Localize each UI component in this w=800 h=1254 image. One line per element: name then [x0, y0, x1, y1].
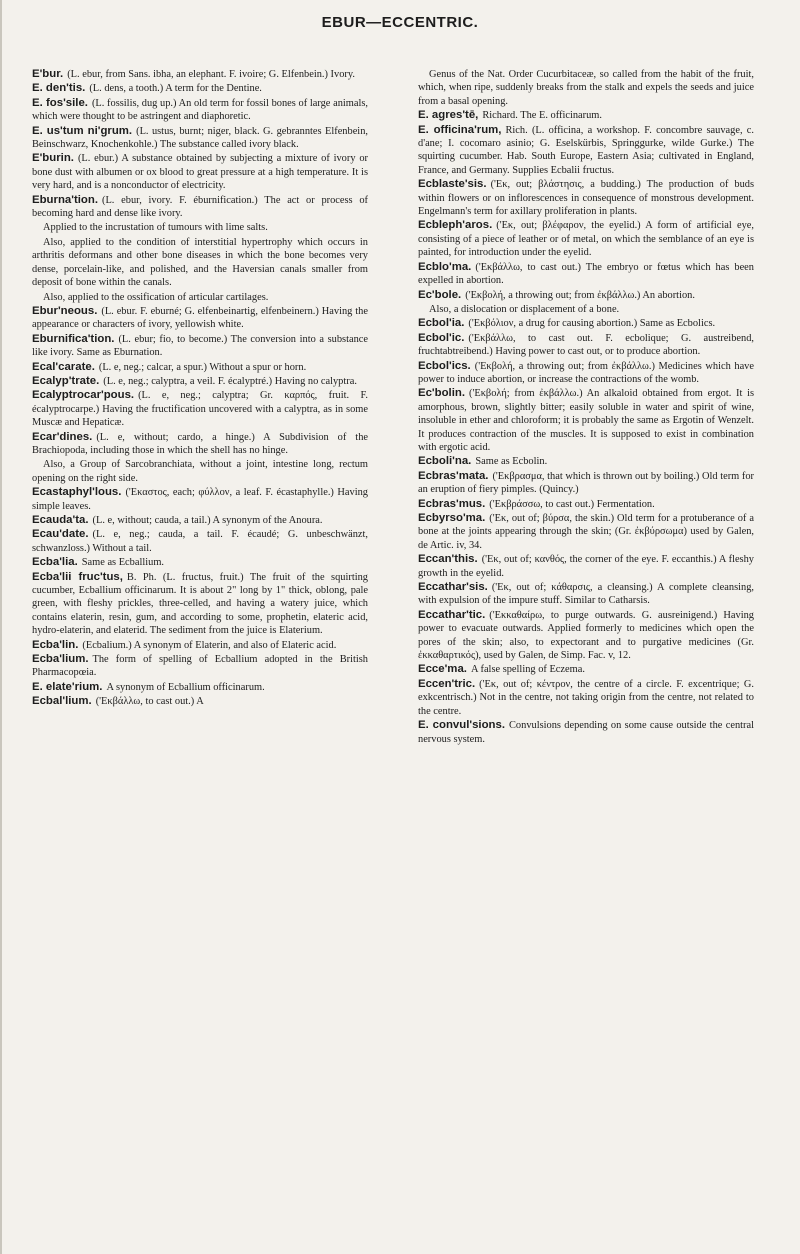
dictionary-entry [418, 178, 754, 218]
dictionary-entry [32, 486, 368, 513]
entry-definition: A false spelling of Eczema. [470, 664, 585, 676]
dictionary-entry [418, 678, 754, 718]
entry-definition: ('Εκβάλλω, to cast out.) The embryo or fœtus which has been expelled in abortion. [418, 261, 754, 287]
entry-paragraph [32, 458, 368, 485]
entry-headword: E. officina'rum, [418, 123, 502, 136]
entry-definition: ('Εκ, out of; κάθαρσις, a cleansing.) A complete cleansing, with expulsion of the impure stuff. Similar to Catharsis. [418, 582, 754, 607]
entry-headword: Ecbras'mata. [418, 469, 489, 482]
entry-definition: Richard. The E. officinarum. [482, 110, 602, 122]
entry-definition: (L. ebur, from Sans. ibha, an elephant. F. ivoire; G. Elfenbein.) Ivory. [67, 69, 355, 80]
dictionary-entry [32, 556, 368, 569]
entry-definition: ('Εκβράσσω, to cast out.) Fermentation. [489, 498, 655, 510]
entry-headword: Ecalyptrocar'pous. [32, 389, 135, 402]
entry-definition: Rich. (L. officina, a workshop. F. concombre sauvage, c. d'ane; I. cocomaro asinio; G. Eselskürbis, Springgurke, wilde Gurke.) The squirting cucumber. Hab. South Europe, Eastern Asia; cultivated in England, France, and Germany. Supplies Ecbalii fructus. [418, 124, 755, 176]
dictionary-entry [418, 219, 754, 259]
right-column [418, 68, 754, 747]
entry-definition: ('Εκβόλιον, a drug for causing abortion.) Same as Ecbolics. [468, 318, 716, 330]
entry-headword: Ecbal'lium. [32, 695, 92, 708]
dictionary-entry [32, 375, 368, 388]
entry-definition: (Ecbalium.) A synonym of Elaterin, and also of Elateric acid. [82, 639, 337, 651]
entry-headword: Ec'bole. [418, 288, 462, 301]
dictionary-entry [418, 581, 754, 608]
entry-headword: Ecba'lia. [32, 556, 78, 569]
entry-definition: (L. dens, a tooth.) A term for the Dentine. [89, 83, 262, 95]
entry-definition: ('Εκαστος, each; φύλλον, a leaf. F. écastaphylle.) Having simple leaves. [32, 487, 368, 512]
entry-definition: (L. e, neg.; cauda, a tail. F. écaudé; G. unbeschwänzt, schwanzloss.) Without a tail. [32, 529, 368, 554]
entry-headword: Ecbol'ics. [418, 359, 471, 372]
entry-definition: (L. e, neg.; calyptra; Gr. καρπός, fruit. F. écalyptrocarpe.) Having the fructification uncovered with a calyptra, as in some Muscæ and Hepaticæ. [32, 390, 368, 429]
entry-definition: The form of spelling of Ecballium adopted in the British Pharmacopœia. [32, 654, 368, 679]
dictionary-entry [418, 470, 754, 497]
entry-headword: Ecbol'ic. [418, 331, 465, 344]
entry-definition: (L. ebur, ivory. F. éburnification.) The act or process of becoming hard and dense like ivory. [32, 194, 368, 220]
entry-paragraph [418, 68, 754, 108]
entry-headword: E. den'tis. [32, 82, 86, 95]
page-edge-rule [0, 0, 2, 1254]
entry-definition: Also, a Group of Sarcobranchiata, without a joint, intestine long, rectum opening on the right side. [32, 459, 368, 484]
entry-definition: Same as Ecballium. [81, 557, 165, 569]
entry-definition: A synonym of Ecballium officinarum. [106, 681, 265, 693]
dictionary-entry [418, 609, 754, 663]
dictionary-entry [32, 639, 368, 652]
entry-definition: ('Εκβολή; from ἐκβάλλω.) An alkaloid obtained from ergot. It is amorphous, brown, slightly bitter; easily soluble in water and spirit of wine, insoluble in ether and chloroform; it is probably the same as Ergotin of Wenzelt. It produces contraction of the muscles. It is supposed to exist in combination with ergotic acid. [418, 388, 754, 453]
entry-definition: Genus of the Nat. Order Cucurbitaceæ, so called from the habit of the fruit, which, when ripe, suddenly breaks from the stalk and expels the seeds and juice from a basal opening. [418, 69, 754, 107]
entry-headword: Ecba'lium. [32, 653, 89, 666]
entry-definition: Also, a dislocation or displacement of a bone. [429, 303, 620, 315]
entry-headword: Ecba'lin. [32, 638, 79, 651]
entry-definition: ('Εκ, out of; κανθός, the corner of the eye. F. eccanthis.) A fleshy growth in the eyelid. [418, 554, 754, 579]
dictionary-entry [418, 317, 754, 330]
entry-headword: E. agres'tē, [418, 109, 479, 122]
entry-headword: Eccan'this. [418, 553, 478, 566]
entry-headword: Ecauda'ta. [32, 514, 89, 526]
entry-headword: E'burin. [32, 152, 74, 165]
dictionary-entry [32, 431, 368, 458]
entry-headword: Ecbol'ia. [418, 317, 465, 330]
entry-headword: Ecau'date. [32, 528, 89, 541]
entry-headword: Ecal'carate. [32, 360, 95, 373]
entry-paragraph [32, 291, 368, 304]
dictionary-entry [418, 360, 754, 387]
entry-headword: Ecar'dines. [32, 430, 93, 443]
dictionary-entry [418, 512, 754, 552]
entry-headword: E. us'tum ni'grum. [32, 124, 133, 137]
entry-headword: E. elate'rium. [32, 680, 103, 693]
entry-definition: ('Εκβολή, a throwing out; from ἐκβάλλω.) An abortion. [465, 289, 695, 301]
dictionary-entry [32, 695, 368, 708]
entry-definition: Same as Ecbolin. [475, 456, 548, 468]
dictionary-entry [32, 82, 368, 95]
dictionary-entry [418, 109, 754, 122]
entry-headword: Ecalyp'trate. [32, 374, 100, 387]
entry-definition: (L. ebur; fio, to become.) The conversion into a substance like ivory. Same as Eburnation. [32, 333, 368, 359]
dictionary-entry [418, 719, 754, 746]
dictionary-entry [32, 194, 368, 221]
entry-definition: ('Εκβάλλω, to cast out.) A [95, 696, 204, 708]
left-column [32, 68, 368, 710]
entry-definition: ('Εκ, out; βλάστησις, a budding.) The production of buds within flowers or on inflorescences in consequence of monstrous development. Engelmann's term for axillary proliferation in plants. [418, 179, 754, 218]
entry-headword: Ecbyrso'ma. [418, 512, 486, 524]
dictionary-entry [32, 361, 368, 374]
entry-headword: Eccen'tric. [418, 677, 476, 690]
dictionary-entry [32, 681, 368, 694]
entry-definition: Convulsions depending on some cause outside the central nervous system. [418, 720, 754, 745]
entry-definition: (L. e, without; cardo, a hinge.) A Subdivision of the Brachiopoda, including those in which the shell has no hinge. [32, 431, 368, 456]
entry-headword: Ecba'lii fruc'tus, [32, 570, 123, 583]
entry-definition: (L. ebur. F. eburné; G. elfenbeinartig, elfenbeinern.) Having the appearance or characters of ivory, yellowish white. [32, 305, 368, 331]
entry-definition: (L. ebur.) A substance obtained by subjecting a mixture of ivory or bone dust with albumen or ox blood to great pressure at a high temperature. It is very hard, and is a nonconductor of electricity. [32, 153, 368, 192]
dictionary-entry [32, 389, 368, 429]
entry-headword: Ecbras'mus. [418, 497, 486, 510]
dictionary-entry [418, 261, 754, 288]
entry-definition: B. Ph. (L. fructus, fruit.) The fruit of the squirting cucumber, Ecballium officinarum. It is about 2" long by 1" thick, oblong, pale green, with fleshy prickles, three-celled, and having a watery juice, which contains elaterin, resin, gum, and according to some, prophetin, elateric acid, hydro-elaterin, and elaterid. The sediment from the juice is Elaterium. [32, 571, 368, 637]
dictionary-entry [32, 125, 368, 152]
entry-definition: (L. ustus, burnt; niger, black. G. gebranntes Elfenbein, Beinschwarz, Knochenkohle.) The substance called ivory black. [32, 125, 368, 151]
entry-headword: Eburna'tion. [32, 193, 98, 206]
entry-definition: ('Εκ, out of; βύρσα, the skin.) Old term for a protuberance of a bone at the joints appearing through the skin; (Gr. ἐκβύρσωμα) used by Galen, de Artic. iv, 34. [418, 513, 754, 551]
dictionary-entry [418, 455, 754, 468]
dictionary-entry [418, 663, 754, 676]
entry-paragraph [32, 236, 368, 290]
dictionary-entry [32, 514, 368, 527]
dictionary-entry [32, 305, 368, 332]
entry-headword: Ecblaste'sis. [418, 178, 487, 191]
dictionary-entry [418, 553, 754, 580]
entry-definition: ('Εκβρασμα, that which is thrown out by boiling.) Old term for an eruption of fiery pimples. (Quincy.) [418, 470, 754, 496]
dictionary-entry [418, 332, 754, 359]
dictionary-entry [32, 333, 368, 360]
dictionary-entry [418, 124, 754, 178]
dictionary-entry [32, 571, 368, 638]
entry-headword: Ec'bolin. [418, 387, 466, 400]
entry-headword: Ebur'neous. [32, 304, 98, 317]
entry-headword: E'bur. [32, 68, 64, 80]
entry-definition: Also, applied to the condition of interstitial hypertrophy which occurs in arthritis deformans and other bone diseases in which the bone becomes very dense, porcelain-like, and polished, and the Haversian canals smaller from deposit of bone within the canals. [32, 236, 368, 289]
entry-definition: ('Εκ, out of; κέντρον, the centre of a circle. F. excentrique; G. exkcentrisch.) Not in the centre, not taking origin from the centre, not related to the centre. [418, 678, 754, 717]
page-header: EBUR—ECCENTRIC. [321, 14, 479, 31]
dictionary-entry [418, 387, 754, 454]
entry-headword: Ecbleph'aros. [418, 219, 493, 232]
entry-paragraph [418, 303, 754, 316]
entry-headword: E. convul'sions. [418, 719, 505, 732]
entry-headword: Ecboli'na. [418, 455, 472, 468]
entry-definition: Also, applied to the ossification of articular cartilages. [43, 291, 269, 303]
dictionary-entry [32, 528, 368, 555]
entry-headword: Eccathar'tic. [418, 608, 486, 621]
entry-definition: (L. e, neg.; calyptra, a veil. F. écalyptré.) Having no calyptra. [103, 375, 357, 387]
entry-headword: Ecastaphyl'lous. [32, 486, 122, 499]
entry-headword: Eccathar'sis. [418, 581, 488, 594]
entry-definition: (L. e, without; cauda, a tail.) A synonym of the Anoura. [92, 515, 323, 526]
entry-definition: (L. e, neg.; calcar, a spur.) Without a spur or horn. [98, 361, 307, 373]
entry-headword: Ecblo'ma. [418, 260, 472, 273]
entry-headword: E. fos'sile. [32, 96, 88, 109]
dictionary-entry [32, 653, 368, 680]
dictionary-entry [32, 152, 368, 192]
dictionary-entry [418, 289, 754, 302]
entry-definition: ('Εκβολή, a throwing out; from ἐκβάλλω.) Medicines which have power to induce abortion, or increase the contractions of the womb. [418, 360, 754, 385]
entry-definition: Applied to the incrustation of tumours with lime salts. [43, 222, 268, 234]
dictionary-entry [32, 68, 368, 81]
entry-headword: Ecce'ma. [418, 663, 467, 676]
entry-definition: ('Εκβάλλω, to cast out. F. ecbolique; G. austreibend, fruchtabtreibend.) Having power to cast out, or to produce abortion. [418, 332, 754, 358]
dictionary-entry [418, 498, 754, 511]
dictionary-entry [32, 97, 368, 124]
entry-headword: Eburnifica'tion. [32, 332, 115, 345]
entry-definition: ('Εκκαθαίρω, to purge outwards. G. ausreinigend.) Having power to evacuate outwards. Applied formerly to medicines which open the pores of the skin; also, to expectorant and to purgative medicines (Gr. ἐκκαθαρτικός), used by Galen, de Simp. Fac. v, 12. [418, 609, 754, 662]
entry-definition: (L. fossilis, dug up.) An old term for fossil bones of large animals, which were thought to be astringent and diaphoretic. [32, 97, 369, 123]
entry-paragraph [32, 221, 368, 234]
entry-definition: ('Εκ, out; βλέφαρον, the eyelid.) A form of artificial eye, consisting of a piece of leather or of metal, on which the semblance of an eye is painted, for introduction under the eyelid. [418, 220, 754, 259]
